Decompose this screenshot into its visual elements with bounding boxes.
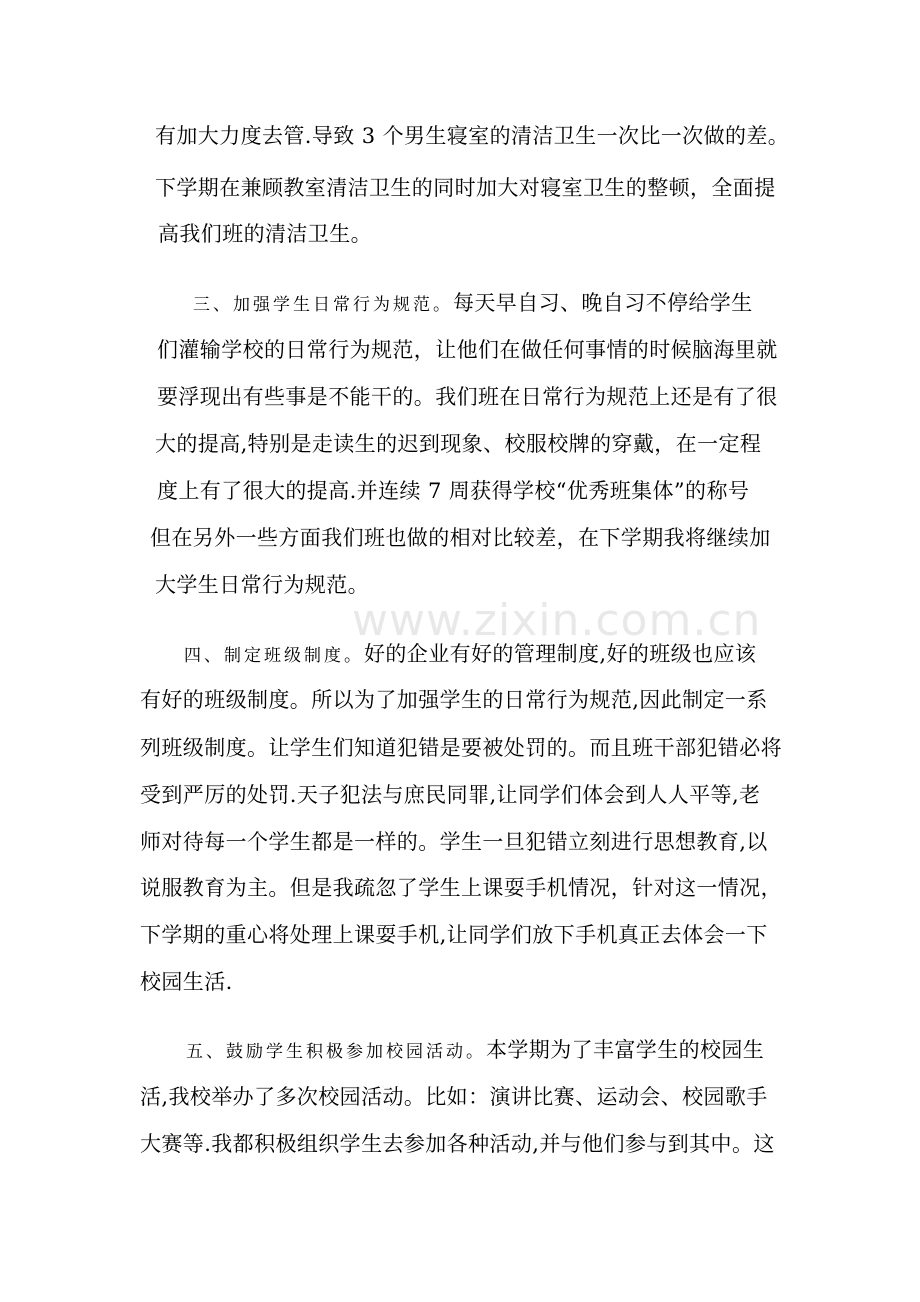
paragraph-text: 每天早自习、晚自习不停给学生 <box>453 291 753 315</box>
section-3-first-line <box>193 289 753 319</box>
paragraph-line: 高我们班的清洁卫生。 <box>158 222 372 246</box>
paragraph-line: 大学生日常行为规范。 <box>155 573 369 597</box>
section-heading-3: 三、加强学生日常行为规范。 <box>193 295 453 315</box>
paragraph-text: 好的企业有好的管理制度,好的班级也应该 <box>364 642 757 666</box>
paragraph-line: 但在另外一些方面我们班也做的相对比较差，在下学期我将继续加 <box>150 526 771 550</box>
paragraph-line: 有好的班级制度。所以为了加强学生的日常行为规范,因此制定一系 <box>140 688 768 712</box>
paragraph-line: 说服教育为主。但是我疏忽了学生上课耍手机情况，针对这一情况， <box>140 876 782 900</box>
paragraph-line: 受到严厉的处罚.天子犯法与庶民同罪,让同学们体会到人人平等,老 <box>140 783 761 807</box>
paragraph-line: 要浮现出有些事是不能干的。我们班在日常行为规范上还是有了很 <box>157 385 778 409</box>
section-heading-5: 五、鼓励学生积极参加校园活动。 <box>186 1042 486 1062</box>
watermark: www.zixin.com.cn <box>352 595 762 646</box>
paragraph-line: 有加大力度去管.导致 3 个男生寝室的清洁卫生一次比一次做的差。 <box>155 124 790 148</box>
section-4-first-line <box>184 640 756 670</box>
paragraph-line: 度上有了很大的提高.并连续 7 周获得学校“优秀班集体”的称号 <box>157 479 750 503</box>
paragraph-line: 大赛等.我都积极组织学生去参加各种活动,并与他们参与到其中。这 <box>140 1132 775 1156</box>
paragraph-text: 本学期为了丰富学生的校园生 <box>486 1038 765 1062</box>
paragraph-line: 下学期在兼顾教室清洁卫生的同时加大对寝室卫生的整顿，全面提 <box>155 176 776 200</box>
paragraph-line: 师对待每一个学生都是一样的。学生一旦犯错立刻进行思想教育,以 <box>140 830 768 854</box>
paragraph-line: 下学期的重心将处理上课耍手机,让同学们放下手机真正去体会一下 <box>140 923 768 947</box>
section-heading-4: 四、制定班级制度。 <box>184 646 364 666</box>
paragraph-line: 列班级制度。让学生们知道犯错是要被处罚的。而且班干部犯错必将 <box>140 736 782 760</box>
paragraph-line: 活,我校举办了多次校园活动。比如：演讲比赛、运动会、校园歌手 <box>140 1085 768 1109</box>
paragraph-line: 大的提高,特别是走读生的迟到现象、校服校牌的穿戴，在一定程 <box>155 432 762 456</box>
section-5-first-line <box>186 1036 764 1066</box>
paragraph-line: 们灌输学校的日常行为规范，让他们在做任何事情的时候脑海里就 <box>157 338 778 362</box>
paragraph-line: 校园生活. <box>140 970 233 994</box>
